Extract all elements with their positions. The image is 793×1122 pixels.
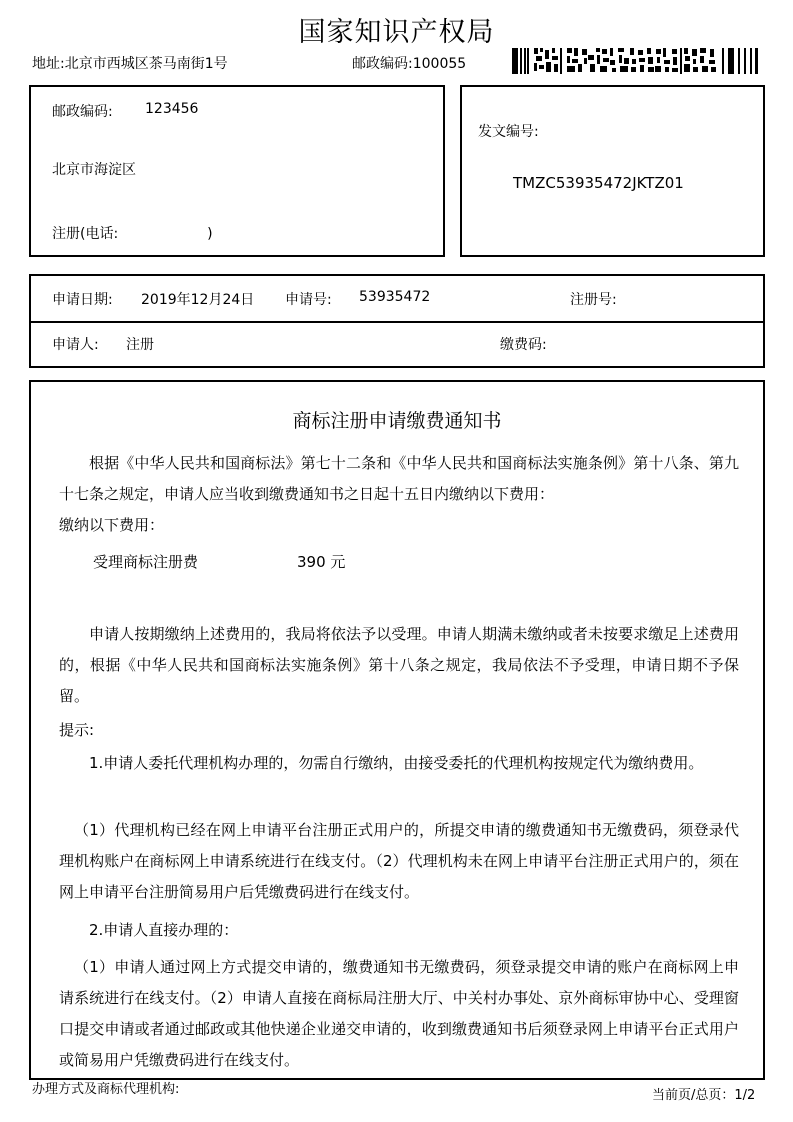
application-number-label: 申请号: xyxy=(285,292,332,308)
tips-label: 提示: xyxy=(59,721,95,739)
registration-number-label: 注册号: xyxy=(570,292,617,308)
tip-2: 2.申请人直接办理的： xyxy=(89,921,239,939)
row-divider xyxy=(31,321,763,323)
notice-title: 商标注册申请缴费通知书 xyxy=(292,410,502,432)
footer-agency-label: 办理方式及商标代理机构: xyxy=(32,1082,180,1097)
document-number-box xyxy=(460,85,765,257)
application-number-value: 53935472 xyxy=(359,289,431,305)
recipient-address: 北京市海淀区 xyxy=(52,162,136,178)
application-date-value: 2019年12月24日 xyxy=(141,292,255,308)
doc-number-value: TMZC53935472JKTZ01 xyxy=(513,174,684,192)
application-info-box xyxy=(29,274,765,368)
fee-amount: 390 元 xyxy=(297,553,346,571)
recipient-postcode-value: 123456 xyxy=(145,101,199,117)
fee-item: 受理商标注册费 xyxy=(93,553,199,571)
applicant-value: 注册 xyxy=(126,337,154,353)
recipient-contact: 注册(电话: ) xyxy=(52,226,213,242)
tip-2-detail: （1）申请人通过网上方式提交申请的，缴费通知书无缴费码，须登录提交申请的账户在商标网上申请系统进行在线支付。（2）申请人直接在商标局注册大厅、中关村办事处、京外商标审协中心、受理窗口提交申请或者通过邮政或其他快递企业递交申请的，收到缴费通知书后须登录网上申请平台正式用户或简易用户凭缴费码进行在线支付。 xyxy=(59,958,739,1069)
page-indicator: 当前页/总页：1/2 xyxy=(652,1088,756,1103)
tip-1: 1.申请人委托代理机构办理的，勿需自行缴纳，由接受委托的代理机构按规定代为缴纳费用。 xyxy=(89,754,704,772)
office-postcode: 邮政编码:100055 xyxy=(352,56,467,72)
tip-1-detail: （1）代理机构已经在网上申请平台注册正式用户的，所提交申请的缴费通知书无缴费码，须登录代理机构账户在商标网上申请系统进行在线支付。（2）代理机构未在网上申请平台注册正式用户的，须在网上申请平台注册简易用户后凭缴费码进行在线支付。 xyxy=(59,821,739,901)
office-address: 地址:北京市西城区茶马南街1号 xyxy=(32,56,228,72)
applicant-label: 申请人: xyxy=(52,337,99,353)
notice-box xyxy=(29,380,765,1080)
notice-paragraph-1: 根据《中华人民共和国商标法》第七十二条和《中华人民共和国商标法实施条例》第十八条、第九十七条之规定，申请人应当收到缴费通知书之日起十五日内缴纳以下费用： xyxy=(59,454,739,503)
recipient-postcode-label: 邮政编码: xyxy=(52,104,113,120)
doc-number-label: 发文编号: xyxy=(478,124,539,140)
notice-paragraph-2: 申请人按期缴纳上述费用的，我局将依法予以受理。申请人期满未缴纳或者未按要求缴足上述费用的，根据《中华人民共和国商标法实施条例》第十八条之规定，我局依法不予受理，申请日期不予保留。 xyxy=(59,625,739,705)
recipient-box xyxy=(29,85,445,257)
barcode-image xyxy=(512,46,762,76)
page-title: 国家知识产权局 xyxy=(298,17,495,48)
notice-paragraph-1b: 缴纳以下费用： xyxy=(59,516,165,534)
application-date-label: 申请日期: xyxy=(52,292,113,308)
fee-code-label: 缴费码: xyxy=(500,337,547,353)
